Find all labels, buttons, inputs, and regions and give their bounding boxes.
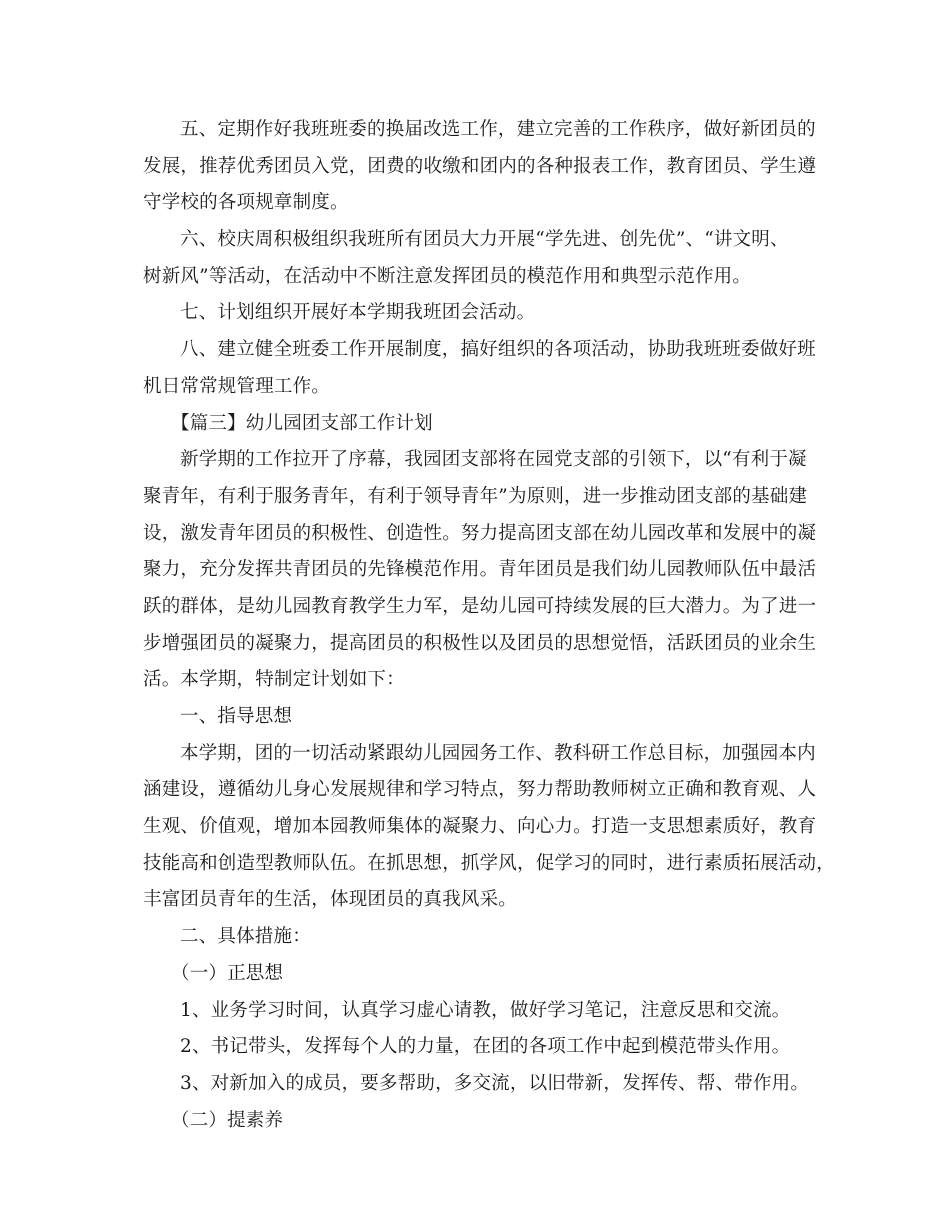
paragraph-line: 机日常常规管理工作。	[143, 375, 331, 397]
paragraph-line: 活。本学期，特制定计划如下：	[143, 669, 405, 691]
paragraph-line: 六、校庆周积极组织我班所有团员大力开展“学先进、创先优”、“讲文明、	[180, 229, 789, 251]
subheading: 一、指导思想	[180, 706, 293, 727]
section-heading: 【篇三】幼儿园团支部工作计划	[171, 412, 433, 434]
paragraph-line: 新学期的工作拉开了序幕，我园团支部将在园党支部的引领下，以“有利于凝	[180, 449, 807, 471]
paragraph-line: 八、建立健全班委工作开展制度，搞好组织的各项活动，协助我班班委做好班	[180, 339, 816, 361]
paragraph-line: 跃的群体，是幼儿园教育教学生力军，是幼儿园可持续发展的巨大潜力。为了进一	[143, 595, 817, 617]
paragraph-line: 聚力，充分发挥共青团员的先锋模范作用。青年团员是我们幼儿园教师队伍中最活	[143, 559, 817, 581]
paragraph-line: 树新风”等活动，在活动中不断注意发挥团员的模范作用和典型示范作用。	[143, 265, 752, 287]
document-body	[143, 112, 835, 1139]
list-item: 1、业务学习时间，认真学习虚心请教，做好学习笔记，注意反思和交流。	[180, 999, 791, 1021]
paragraph-line: 涵建设，遵循幼儿身心发展规律和学习特点，努力帮助教师树立正确和教育观、人	[143, 779, 817, 801]
subheading: （二）提素养	[171, 1109, 284, 1131]
paragraph-line: 步增强团员的凝聚力，提高团员的积极性以及团员的思想觉悟，活跃团员的业余生	[143, 632, 817, 654]
paragraph-line: 发展，推荐优秀团员入党，团费的收缴和团内的各种报表工作，教育团员、学生遵	[143, 155, 817, 177]
paragraph-line: 聚青年，有利于服务青年，有利于领导青年”为原则，进一步推动团支部的基础建	[143, 485, 808, 507]
list-item: 3、对新加入的成员，要多帮助，多交流，以旧带新，发挥传、帮、带作用。	[180, 1072, 810, 1094]
paragraph-line: 技能高和创造型教师队伍。在抓思想，抓学风，促学习的同时，进行素质拓展活动，	[143, 852, 835, 874]
paragraph-line: 守学校的各项规章制度。	[143, 192, 349, 214]
subheading: 二、具体措施：	[180, 926, 311, 948]
paragraph-line: 生观、价值观，增加本园教师集体的凝聚力、向心力。打造一支思想素质好，教育	[143, 816, 817, 838]
paragraph-line: 设，激发青年团员的积极性、创造性。努力提高团支部在幼儿园改革和发展中的凝	[143, 522, 817, 544]
subheading: （一）正思想	[171, 962, 284, 984]
paragraph-line: 本学期，团的一切活动紧跟幼儿园园务工作、教科研工作总目标，加强园本内	[180, 742, 816, 764]
paragraph-line: 五、定期作好我班班委的换届改选工作，建立完善的工作秩序，做好新团员的	[180, 119, 816, 140]
paragraph-line: 丰富团员青年的生活，体现团员的真我风采。	[143, 889, 518, 911]
list-item: 2、书记带头，发挥每个人的力量，在团的各项工作中起到模范带头作用。	[180, 1036, 791, 1058]
paragraph-line: 七、计划组织开展好本学期我班团会活动。	[180, 302, 536, 324]
